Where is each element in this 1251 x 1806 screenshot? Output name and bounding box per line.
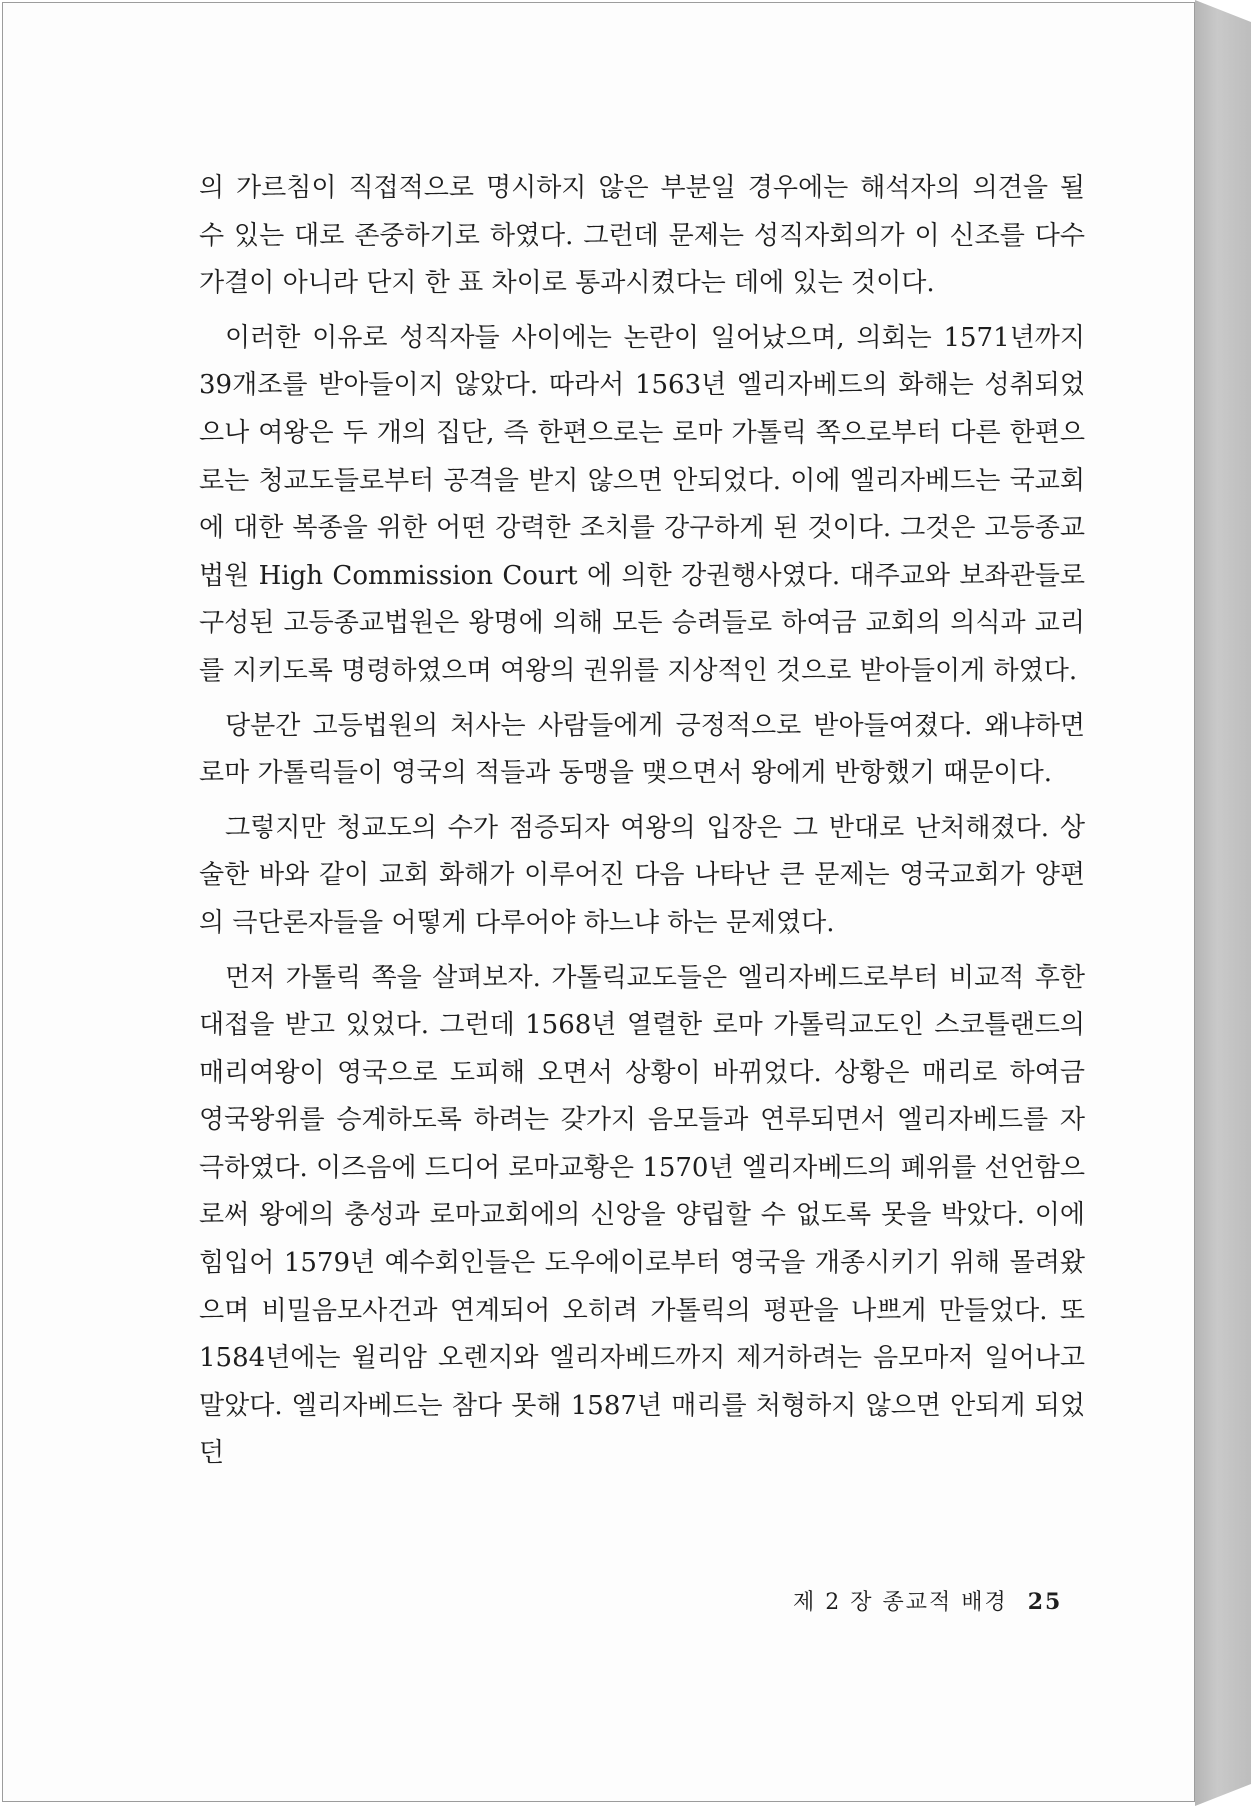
page-number: 25: [1027, 1589, 1063, 1615]
page-footer: [793, 1585, 1093, 1616]
chapter-title: 제 2 장 종교적 배경: [793, 1590, 1008, 1615]
page-edge: [1195, 0, 1251, 1806]
paragraph-2: 이러한 이유로 성직자들 사이에는 논란이 일어났으며, 의회는 1571년까지 39개조를 받아들이지 않았다. 따라서 1563년 엘리자베드의 화해는 성취되었으나 여왕은 두 개의 집단, 즉 한편으로는 로마 가톨릭 쪽으로부터 다른 한편으로는 청교도들로부터 공격을 받지 않으면 안되었다. 이에 엘리자베드는 국교회에 대한 복종을 위한 어떤 강력한 조치를 강구하게 된 것이다. 그것은 고등종교법원 High Commission Court 에 의한 강권행사였다. 대주교와 보좌관들로 구성된 고등종교법원은 왕명에 의해 모든 승려들로 하여금 교회의 의식과 교리를 지키도록 명령하였으며 여왕의 권위를 지상적인 것으로 받아들이게 하였다.: [199, 322, 1085, 686]
book-page: [2, 2, 1195, 1802]
paragraph-1: 의 가르침이 직접적으로 명시하지 않은 부분일 경우에는 해석자의 의견을 될 수 있는 대로 존중하기로 하였다. 그런데 문제는 성직자회의가 이 신조를 다수가결이 아니라 단지 한 표 차이로 통과시켰다는 데에 있는 것이다.: [199, 173, 1085, 299]
paragraph-3: 당분간 고등법원의 처사는 사람들에게 긍정적으로 받아들여졌다. 왜냐하면 로마 가톨릭들이 영국의 적들과 동맹을 맺으면서 왕에게 반항했기 때문이다.: [199, 710, 1085, 789]
paragraph-5: 먼저 가톨릭 쪽을 살펴보자. 가톨릭교도들은 엘리자베드로부터 비교적 후한 대접을 받고 있었다. 그런데 1568년 열렬한 로마 가톨릭교도인 스코틀랜드의 매리여왕이 영국으로 도피해 오면서 상황이 바뀌었다. 상황은 매리로 하여금 영국왕위를 승계하도록 하려는 갖가지 음모들과 연루되면서 엘리자베드를 자극하였다. 이즈음에 드디어 로마교황은 1570년 엘리자베드의 폐위를 선언함으로써 왕에의 충성과 로마교회에의 신앙을 양립할 수 없도록 못을 박았다. 이에 힘입어 1579년 예수회인들은 도우에이로부터 영국을 개종시키기 위해 몰려왔으며 비밀음모사건과 연계되어 오히려 가톨릭의 평판을 나쁘게 만들었다. 또 1584년에는 윌리암 오렌지와 엘리자베드까지 제거하려는 음모마저 일어나고 말았다. 엘리자베드는 참다 못해 1587년 매리를 처형하지 않으면 안되게 되었던: [199, 962, 1085, 1469]
body-text: [199, 165, 1085, 1485]
paragraph-4: 그렇지만 청교도의 수가 점증되자 여왕의 입장은 그 반대로 난처해졌다. 상술한 바와 같이 교회 화해가 이루어진 다음 나타난 큰 문제는 영국교회가 양편의 극단론자들을 어떻게 다루어야 하느냐 하는 문제였다.: [199, 812, 1085, 938]
